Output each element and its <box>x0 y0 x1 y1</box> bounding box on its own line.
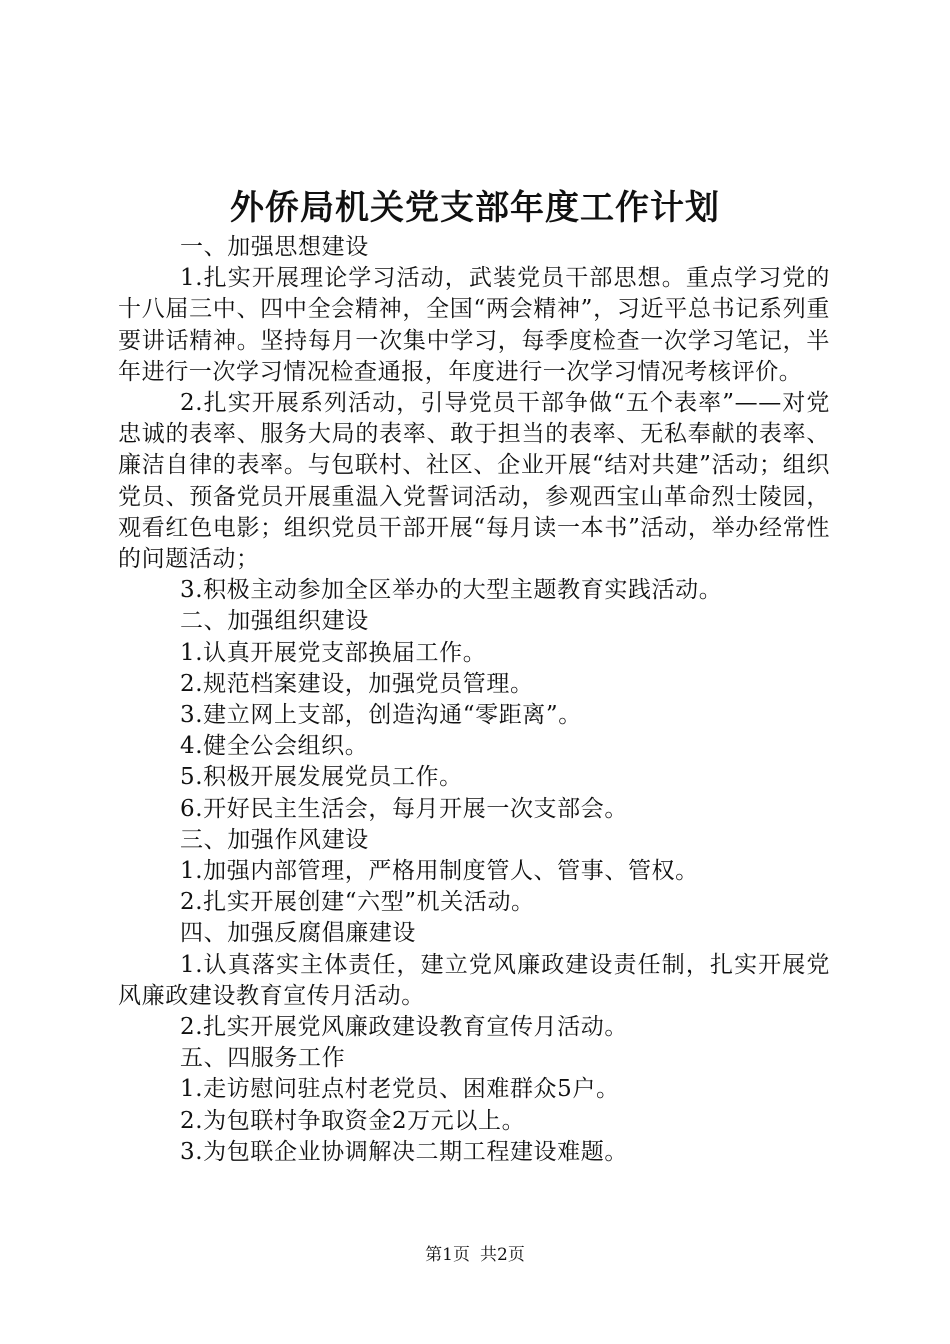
paragraph: 1.认真开展党支部换届工作。 <box>180 639 487 666</box>
section-heading: 四、加强反腐倡廉建设 <box>180 920 416 947</box>
paragraph: 1.走访慰问驻点村老党员、困难群众5户。 <box>180 1076 620 1103</box>
section-heading: 三、加强作风建设 <box>180 826 369 853</box>
paragraph: 2.规范档案建设，加强党员管理。 <box>180 670 534 697</box>
paragraph: 4.健全公会组织。 <box>180 733 369 760</box>
paragraph: 6.开好民主生活会，每月开展一次支部会。 <box>180 795 628 822</box>
document-body <box>118 232 830 1168</box>
page-number: 第1页 <box>425 1245 470 1265</box>
paragraph: 1.认真落实主体责任，建立党风廉政建设责任制，扎实开展党风廉政建设教育宣传月活动。 <box>118 951 830 1009</box>
document-title: 外侨局机关党支部年度工作计划 <box>230 188 720 228</box>
paragraph: 5.积极开展发展党员工作。 <box>180 764 463 791</box>
section-heading: 五、四服务工作 <box>180 1045 346 1072</box>
section-heading: 二、加强组织建设 <box>180 608 369 635</box>
paragraph: 1.扎实开展理论学习活动，武装党员干部思想。重点学习党的十八届三中、四中全会精神，全国“两会精神”，习近平总书记系列重要讲话精神。坚持每月一次集中学习，每季度检查一次学习笔记，半年进行一次学习情况检查通报，年度进行一次学习情况考核评价。 <box>118 265 830 385</box>
page-total: 共2页 <box>480 1245 525 1265</box>
paragraph: 3.为包联企业协调解决二期工程建设难题。 <box>180 1138 628 1165</box>
paragraph: 2.扎实开展创建“六型”机关活动。 <box>180 889 535 916</box>
paragraph: 2.扎实开展系列活动，引导党员干部争做“五个表率”——对党忠诚的表率、服务大局的表率、敢于担当的表率、无私奉献的表率、廉洁自律的表率。与包联村、社区、企业开展“结对共建”活动；组织党员、预备党员开展重温入党誓词活动，参观西宝山革命烈士陵园，观看红色电影；组织党员干部开展“每月读一本书”活动，举办经常性的问题活动； <box>118 390 830 573</box>
paragraph: 3.建立网上支部，创造沟通“零距离”。 <box>180 702 582 729</box>
paragraph: 1.加强内部管理，严格用制度管人、管事、管权。 <box>180 858 699 885</box>
paragraph: 3.积极主动参加全区举办的大型主题教育实践活动。 <box>180 577 723 604</box>
paragraph: 2.扎实开展党风廉政建设教育宣传月活动。 <box>180 1014 628 1041</box>
paragraph: 2.为包联村争取资金2万元以上。 <box>180 1107 526 1134</box>
page-footer <box>0 1243 950 1267</box>
section-heading: 一、加强思想建设 <box>180 234 369 260</box>
